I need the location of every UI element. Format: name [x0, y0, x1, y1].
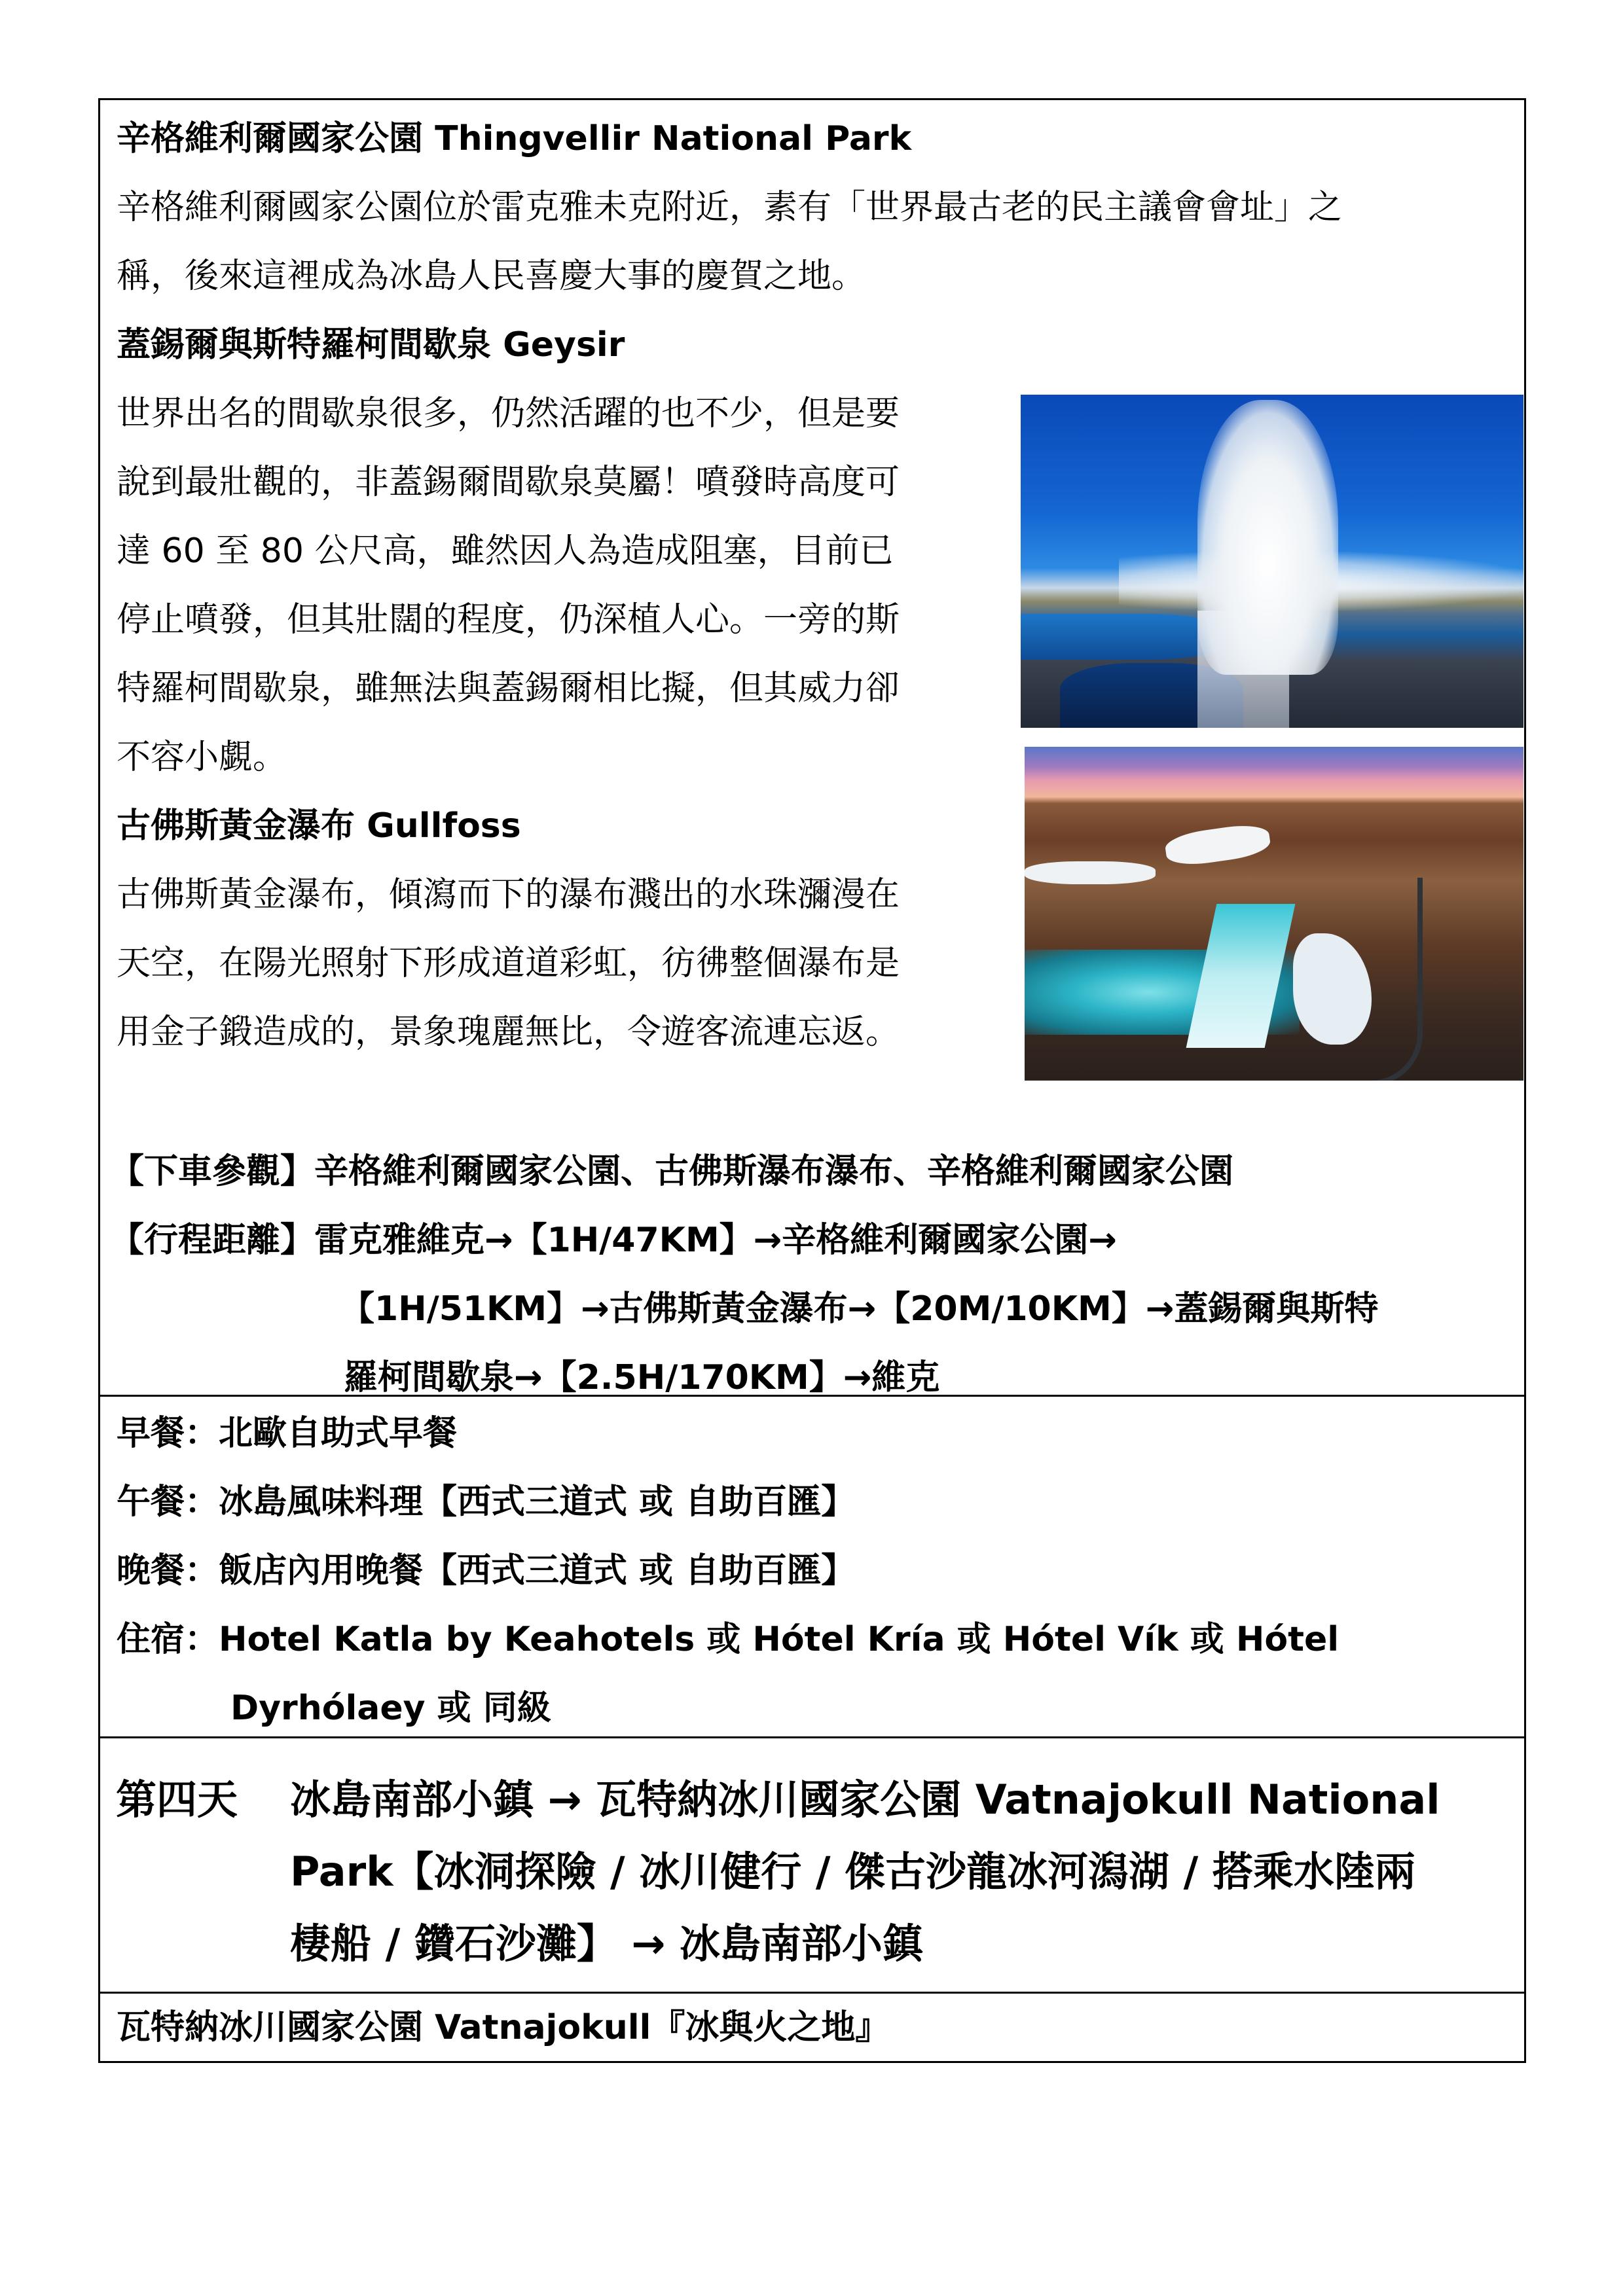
day4-route-line: 冰島南部小鎮 → 瓦特納冰川國家公園 Vatnajokull National: [290, 1776, 1440, 1823]
photo-snow-shape: [1163, 821, 1271, 869]
distance-line: 【1H/51KM】→古佛斯黃金瀑布→【20M/10KM】→蓋錫爾與斯特: [340, 1289, 1379, 1329]
gullfoss-body-line: 用金子鍛造成的，景象瑰麗無比，令遊客流連忘返。: [117, 1013, 900, 1052]
sightseeing-value: 辛格維利爾國家公園、古佛斯瀑布瀑布、辛格維利爾國家公園: [314, 1152, 1234, 1191]
gullfoss-body-line: 天空，在陽光照射下形成道道彩虹，彷彿整個瀑布是: [117, 944, 900, 983]
gullfoss-photo: [1025, 747, 1523, 1081]
dinner-label: 晚餐：: [117, 1551, 219, 1590]
day4-label: 第四天: [116, 1776, 238, 1823]
breakfast-value: 北歐自助式早餐: [219, 1414, 458, 1453]
geysir-body-line: 停止噴發，但其壯闊的程度，仍深植人心。一旁的斯: [117, 600, 900, 639]
lunch-label: 午餐：: [117, 1482, 219, 1522]
distance-row: [110, 1221, 1117, 1260]
lodging-row: [117, 1620, 1339, 1659]
lodging-value: Hotel Katla by Keahotels 或 Hótel Kría 或 Hótel Vík 或 Hótel: [219, 1620, 1340, 1659]
lunch-value: 冰島風味料理【西式三道式 或 自助百匯】: [219, 1482, 856, 1522]
photo-path-shape: [1313, 878, 1423, 1081]
photo-geyser-plume-shape: [1197, 400, 1338, 675]
vatnajokull-heading: 瓦特納冰川國家公園 Vatnajokull『冰與火之地』: [117, 2008, 890, 2047]
photo-snow-shape: [1025, 861, 1156, 884]
breakfast-label: 早餐：: [117, 1414, 219, 1453]
table-divider: [98, 1395, 1526, 1397]
dinner-row: [117, 1551, 855, 1590]
sightseeing-row: [110, 1152, 1233, 1191]
lodging-value-continued: Dyrhólaey 或 同級: [230, 1689, 551, 1728]
gullfoss-body-line: 古佛斯黃金瀑布，傾瀉而下的瀑布濺出的水珠瀰漫在: [117, 875, 900, 914]
geysir-heading: 蓋錫爾與斯特羅柯間歇泉 Geysir: [117, 325, 625, 365]
geysir-body-line: 不容小覷。: [117, 738, 287, 777]
thingvellir-heading: 辛格維利爾國家公園 Thingvellir National Park: [117, 119, 912, 158]
day4-route-line: Park【冰洞探險 / 冰川健行 / 傑古沙龍冰河潟湖 / 搭乘水陸兩: [290, 1848, 1415, 1895]
geysir-body-line: 特羅柯間歇泉，雖無法與蓋錫爾相比擬，但其威力卻: [117, 669, 900, 708]
geysir-body-line: 說到最壯觀的，非蓋錫爾間歇泉莫屬！噴發時高度可: [117, 463, 900, 502]
sightseeing-label: 【下車參觀】: [110, 1152, 315, 1191]
lunch-row: [117, 1482, 855, 1522]
distance-line: 羅柯間歇泉→【2.5H/170KM】→維克: [344, 1358, 940, 1397]
geysir-body-line: 世界出名的間歇泉很多，仍然活躍的也不少，但是要: [117, 394, 900, 433]
day4-route-line: 棲船 / 鑽石沙灘】 → 冰島南部小鎮: [290, 1920, 923, 1967]
distance-line: 雷克雅維克→【1H/47KM】→辛格維利爾國家公園→: [314, 1221, 1117, 1260]
table-divider: [98, 1736, 1526, 1738]
itinerary-table-frame: [98, 98, 1526, 2063]
lodging-label: 住宿：: [117, 1620, 219, 1659]
table-divider: [98, 1992, 1526, 1994]
thingvellir-body-line: 稱，後來這裡成為冰島人民喜慶大事的慶賀之地。: [117, 257, 866, 296]
distance-label: 【行程距離】: [110, 1221, 315, 1260]
thingvellir-body-line: 辛格維利爾國家公園位於雷克雅未克附近，素有「世界最古老的民主議會會址」之: [117, 188, 1343, 227]
geysir-body-line: 達 60 至 80 公尺高，雖然因人為造成阻塞，目前已: [117, 531, 894, 571]
gullfoss-heading: 古佛斯黃金瀑布 Gullfoss: [117, 806, 521, 846]
dinner-value: 飯店內用晚餐【西式三道式 或 自助百匯】: [219, 1551, 856, 1590]
geysir-photo: [1021, 395, 1523, 728]
breakfast-row: [117, 1414, 457, 1453]
